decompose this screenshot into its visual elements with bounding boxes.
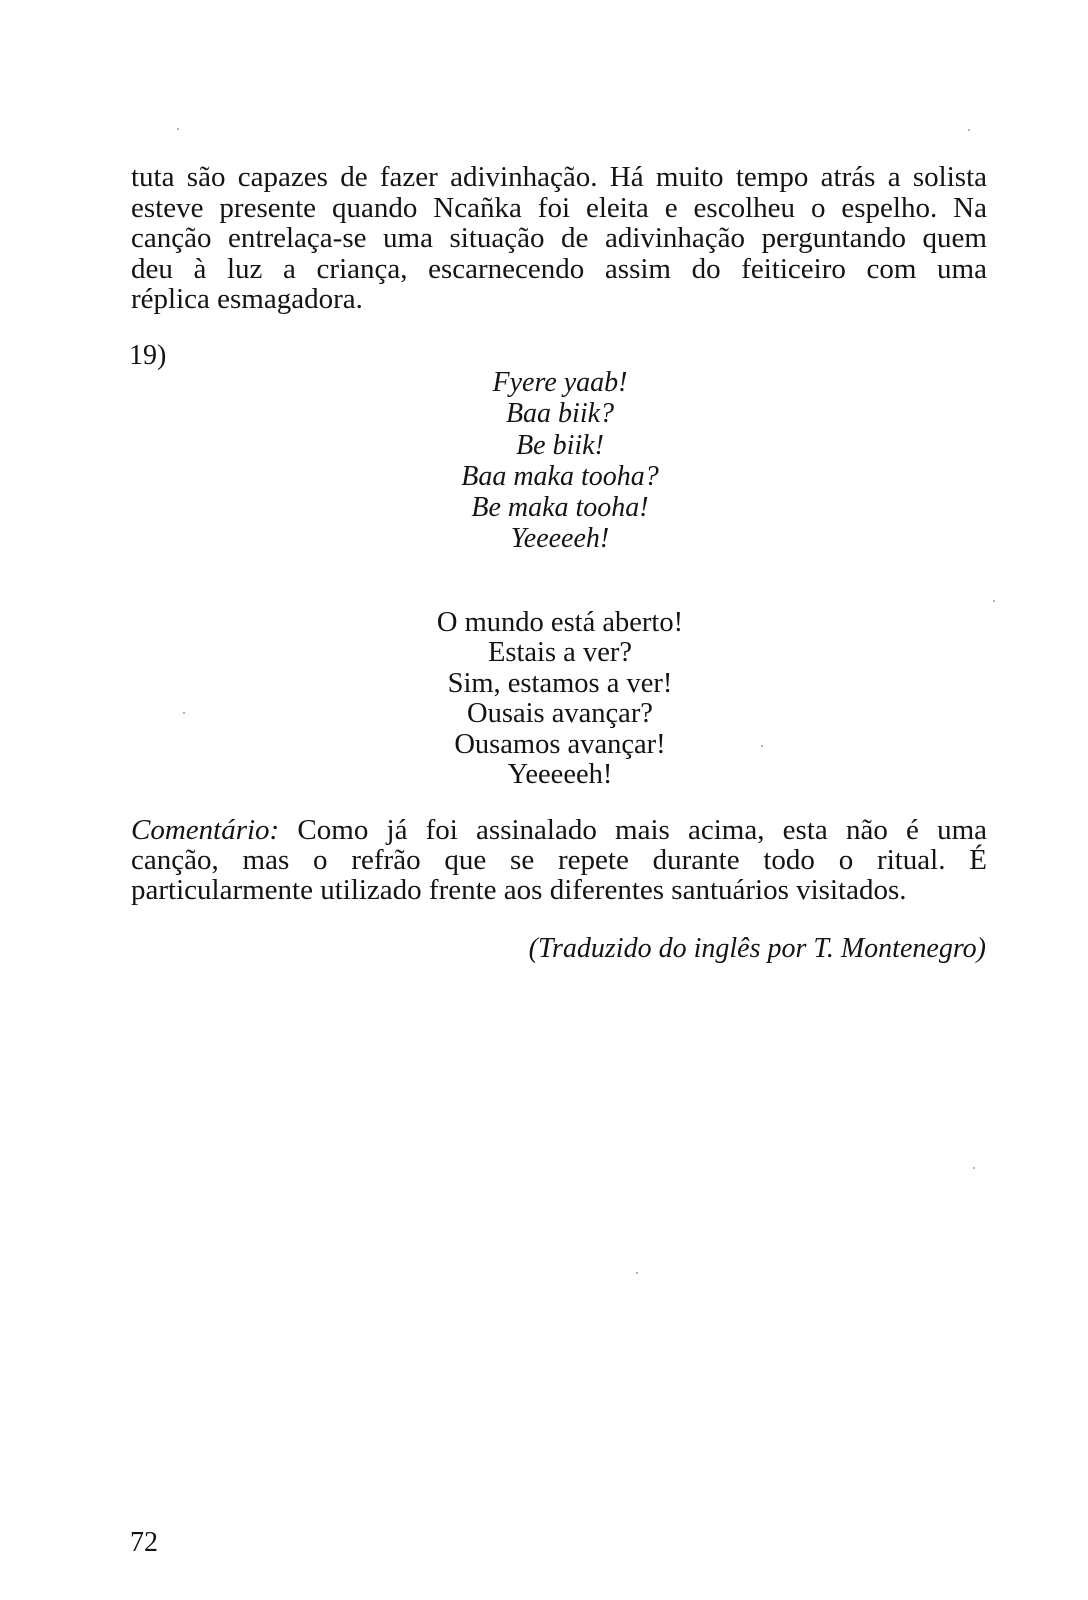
body-line: tuta são capazes de fazer adivinhação. Há muito tempo atrás a solista — [131, 161, 987, 193]
scan-speck — [968, 129, 970, 131]
scan-speck — [993, 600, 995, 602]
commentary-line — [131, 815, 987, 845]
verse-line: Estais a ver? — [487, 637, 633, 669]
verse-line: Fyere yaab! — [492, 367, 628, 398]
scan-speck — [177, 128, 179, 130]
verse-line: Yeeeeeh! — [507, 759, 613, 791]
page-number: 72 — [130, 1527, 158, 1558]
translator-credit: (Traduzido do inglês por T. Montenegro) — [528, 933, 986, 964]
verse-line: Baa maka tooha? — [461, 460, 659, 492]
body-paragraph — [131, 162, 987, 315]
song-original-verse — [300, 367, 820, 555]
verse-line: O mundo está aberto! — [436, 607, 684, 638]
commentary-line: particularmente utilizado frente aos diferentes santuários visitados. — [131, 874, 907, 906]
body-line: réplica esmagadora. — [131, 283, 363, 315]
scan-speck — [636, 1272, 638, 1274]
scan-speck — [761, 745, 763, 747]
commentary-line: canção, mas o refrão que se repete durante todo o ritual. É — [131, 844, 987, 876]
verse-line: Baa biik? — [505, 398, 615, 430]
verse-line: Ousais avançar? — [467, 698, 653, 730]
body-line: deu à luz a criança, escarnecendo assim do feiticeiro com uma — [131, 252, 987, 285]
verse-line: Sim, estamos a ver! — [447, 667, 673, 699]
song-translation-verse — [300, 608, 820, 790]
scan-speck — [973, 1167, 975, 1169]
verse-line: Yeeeeeh! — [510, 523, 610, 555]
body-line: canção entrelaça-se uma situação de adivinhação perguntando quem — [131, 222, 987, 254]
commentary-text: Como já foi assinalado mais acima, esta não é uma — [297, 814, 988, 846]
song-number: 19) — [129, 340, 167, 371]
verse-line: Be biik! — [516, 429, 604, 461]
body-line: esteve presente quando Ncañka foi eleita e escolheu o espelho. Na — [131, 191, 987, 224]
scan-speck — [183, 712, 185, 714]
commentary-paragraph — [131, 815, 987, 905]
verse-line: Be maka tooha! — [471, 492, 649, 524]
commentary-label: Comentário: — [131, 814, 280, 846]
verse-line: Ousamos avançar! — [454, 728, 666, 760]
